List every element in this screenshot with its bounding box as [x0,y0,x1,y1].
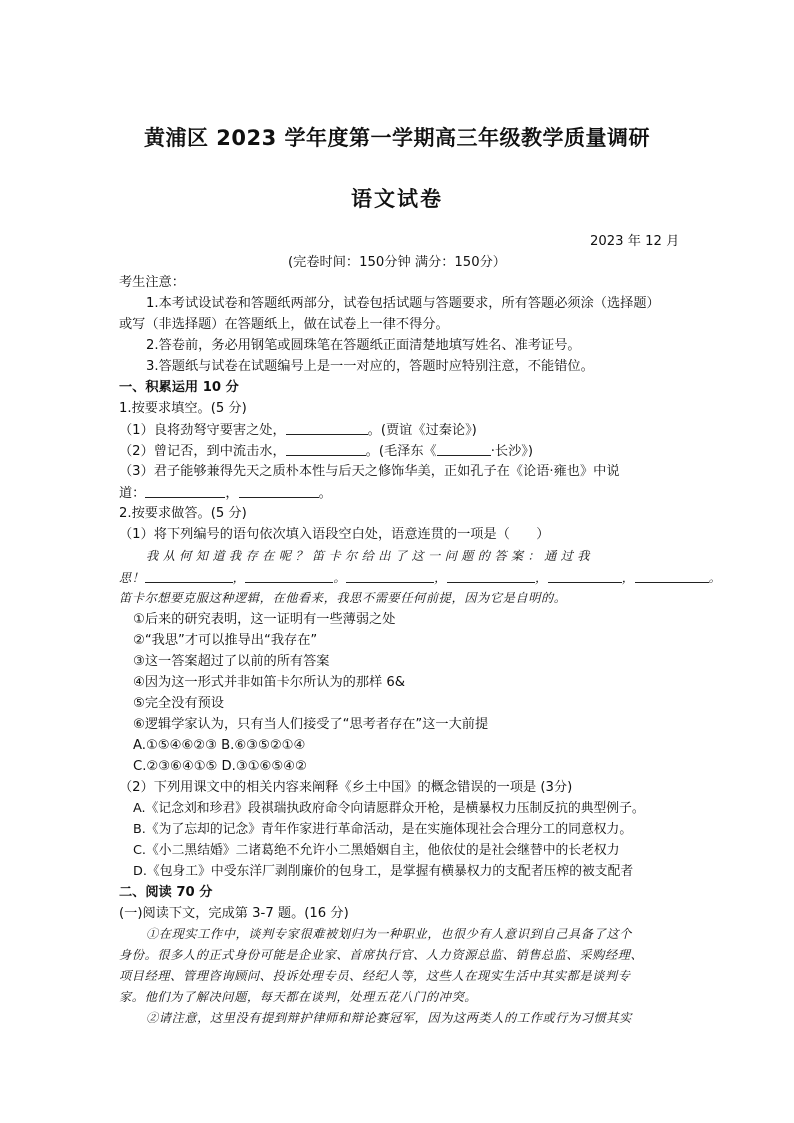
section-2-heading: 二、阅读 70 分 [119,885,213,900]
option-6: ⑥逻辑学家认为，只有当人们接受了“思考者存在”这一大前提 [133,717,489,732]
question-2-2-choice-d: D.《包身工》中受东洋厂剥削廉价的包身工，是掌握有横暴权力的支配者压榨的被支配者 [133,864,634,879]
question-2-2-stem: （2）下列用课文中的相关内容来阐释《乡土中国》的概念错误的一项是 (3分) [119,780,573,795]
question-1-1 [119,420,477,441]
page-title: 黄浦区 2023 学年度第一学期高三年级教学质量调研 [143,126,651,150]
q1-3-blank-2[interactable] [239,483,319,498]
option-4: ④因为这一形式并非如笛卡尔所认为的那样 6& [133,675,406,690]
question-2-stem: 2.按要求做答。(5 分) [119,506,247,521]
notice-item-1-line-1: 1.本考试设试卷和答题纸两部分，试卷包括试题与答题要求，所有答题必须涂（选择题） [146,296,660,311]
reading-para-2-line-1: ②请注意，这里没有提到辩护律师和辩论赛冠军，因为这两类人的工作或行为习惯其实 [146,1011,632,1025]
passage-sep-6: 。 [708,571,722,585]
question-2-2-choice-c: C.《小二黑结婚》二诸葛绝不允许小二黑婚姻自主，他依仗的是社会继替中的长老权力 [133,843,620,858]
reading-para-1-line-3: 项目经理、管理咨询顾问、投诉处理专员、经纪人等，这些人在现实生活中其实都是谈判专 [119,969,631,983]
notice-item-2: 2.答卷前，务必用钢笔或圆珠笔在答题纸正面清楚地填写姓名、准考证号。 [146,338,581,353]
notice-item-3: 3.答题纸与试卷在试题编号上是一一对应的，答题时应特别注意，不能错位。 [146,359,594,374]
option-3: ③这一答案超过了以前的所有答案 [133,654,330,669]
time-info: (完卷时间：150分钟 满分：150分） [288,255,506,270]
question-2-1-stem: （1）将下列编号的语句依次填入语段空白处，语意连贯的一项是（ ） [119,527,550,542]
passage-blank-2[interactable] [245,568,333,583]
q1-1-prefix: （1）良将劲弩守要害之处， [119,423,286,438]
reading-para-1-line-4: 家。他们为了解决问题，每天都在谈判，处理五花八门的冲突。 [119,990,478,1004]
q1-3-prefix: 道： [119,486,146,501]
q1-2-blank-1[interactable] [286,441,366,456]
exam-date: 2023 年 12 月 [590,234,680,249]
passage-line-1: 我从何知道我存在呢？笛卡尔给出了这一问题的答案：通过我 [146,549,594,563]
notice-item-1-line-2: 或写（非选择题）在答题纸上，做在试卷上一律不得分。 [119,317,449,332]
section-1-heading: 一、积累运用 10 分 [119,380,239,395]
passage-line-2-prefix: 思！ [119,571,145,585]
q1-1-blank[interactable] [286,420,368,435]
question-1-stem: 1.按要求填空。(5 分) [119,401,247,416]
passage-line-2 [119,568,721,586]
question-1-3-line-2 [119,483,332,504]
passage-blank-5[interactable] [548,568,622,583]
passage-blank-6[interactable] [635,568,709,583]
reading-para-1-line-2: 身份。很多人的正式身份可能是企业家、首席执行官、人力资源总监、销售总监、采购经理、 [119,948,644,962]
reading-para-1-line-1: ①在现实工作中，谈判专家很难被划归为一种职业，也很少有人意识到自己具备了这个 [146,927,632,941]
option-1: ①后来的研究表明，这一证明有一些薄弱之处 [133,612,396,627]
q1-3-sep: ， [225,486,239,501]
passage-sep-4: ， [534,571,548,585]
passage-sep-3: ， [434,571,447,585]
option-5: ⑤完全没有预设 [133,696,224,711]
passage-sep-2: 。 [333,571,347,585]
option-2: ②“我思”才可以推导出“我存在” [133,633,318,648]
question-2-2-choice-b: B.《为了忘却的记念》青年作家进行革命活动，是在实施体现社会合理分工的同意权力。 [133,822,633,837]
q1-3-end: 。 [318,486,332,501]
passage-blank-4[interactable] [447,568,535,583]
passage-line-3: 笛卡尔想要克服这种逻辑，在他看来，我思不需要任何前提，因为它是自明的。 [119,591,567,605]
passage-blank-3[interactable] [346,568,434,583]
page-subtitle: 语文试卷 [351,187,443,211]
notice-heading: 考生注意： [119,275,185,290]
q1-2-prefix: （2）曾记否，到中流击水， [119,444,286,459]
q1-3-blank-1[interactable] [145,483,225,498]
reading-1-stem: (一)阅读下文，完成第 3-7 题。(16 分) [119,906,349,921]
choices-a-b: A.①⑤④⑥②③ B.⑥③⑤②①④ [133,738,306,753]
passage-sep-1: ， [232,571,246,585]
question-1-2 [119,441,533,462]
q1-2-suffix: ·长沙》) [490,444,534,459]
choices-c-d: C.②③⑥④①⑤ D.③①⑥⑤④② [133,759,307,774]
q1-2-middle: 。(毛泽东《 [365,444,437,459]
passage-sep-5: ， [621,571,635,585]
question-1-3-line-1: （3）君子能够兼得先天之质朴本性与后天之修饰华美，正如孔子在《论语·雍也》中说 [119,464,620,479]
q1-1-suffix: 。(贾谊《过秦论》) [367,423,477,438]
q1-2-blank-2[interactable] [437,441,491,456]
question-2-2-choice-a: A.《记念刘和珍君》段祺瑞执政府命令向请愿群众开枪，是横暴权力压制反抗的典型例子。 [133,801,645,816]
passage-blank-1[interactable] [145,568,233,583]
